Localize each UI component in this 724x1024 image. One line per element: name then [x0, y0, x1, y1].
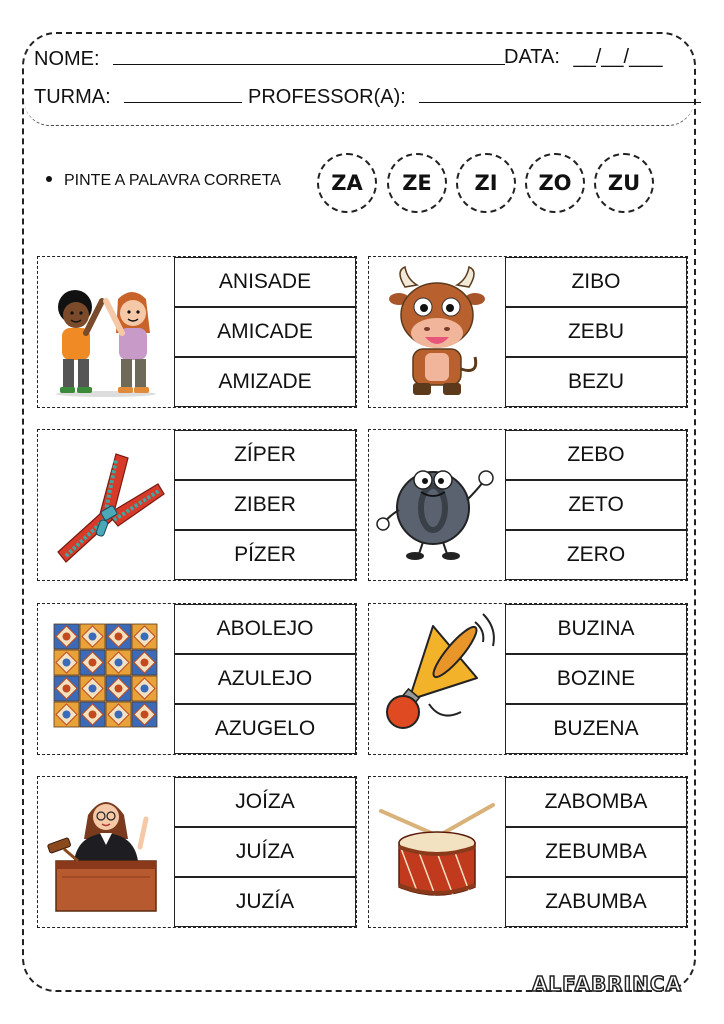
word-option[interactable]: JOÍZA	[174, 777, 356, 827]
word-card-1	[37, 256, 357, 408]
word-card-3	[37, 429, 357, 581]
word-option[interactable]: AMICADE	[174, 307, 356, 357]
drum-picture	[369, 777, 505, 927]
word-card-5	[37, 603, 357, 755]
syllable-zu: ZU	[594, 153, 654, 213]
date-label: DATA:	[504, 46, 560, 68]
brand-logo: ALFABRINCA	[531, 972, 682, 996]
word-option[interactable]: AMIZADE	[174, 357, 356, 407]
instruction-text: PINTE A PALAVRA CORRETA	[64, 172, 281, 189]
word-card-6	[368, 603, 688, 755]
tiles-picture	[38, 604, 174, 754]
word-card-8	[368, 776, 688, 928]
syllable-za: ZA	[317, 153, 377, 213]
word-card-7	[37, 776, 357, 928]
word-option[interactable]: ZIBER	[174, 480, 356, 530]
syllable-zi: ZI	[456, 153, 516, 213]
name-field[interactable]	[113, 46, 505, 65]
date-field[interactable]: __/__/___	[573, 46, 663, 68]
class-row	[34, 84, 242, 109]
word-option[interactable]: ANISADE	[174, 257, 356, 307]
word-option[interactable]: PÍZER	[174, 530, 356, 580]
word-option[interactable]: BOZINE	[505, 654, 687, 704]
syllable-ze: ZE	[387, 153, 447, 213]
bullet-icon	[46, 176, 52, 182]
name-row	[34, 46, 505, 71]
children-high-five-picture	[38, 257, 174, 407]
word-option[interactable]: AZULEJO	[174, 654, 356, 704]
word-option[interactable]: ABOLEJO	[174, 604, 356, 654]
word-option[interactable]: ZABOMBA	[505, 777, 687, 827]
word-option[interactable]: ZÍPER	[174, 430, 356, 480]
word-option[interactable]: BUZINA	[505, 604, 687, 654]
word-option[interactable]: ZEBUMBA	[505, 827, 687, 877]
word-option[interactable]: BEZU	[505, 357, 687, 407]
class-label: TURMA:	[34, 86, 111, 108]
teacher-label: PROFESSOR(A):	[248, 86, 406, 108]
syllable-zo: ZO	[525, 153, 585, 213]
zero-number-character-picture	[369, 430, 505, 580]
date-row	[504, 46, 662, 69]
word-card-2	[368, 256, 688, 408]
word-option[interactable]: ZABUMBA	[505, 877, 687, 927]
word-option[interactable]: ZETO	[505, 480, 687, 530]
word-option[interactable]: JUÍZA	[174, 827, 356, 877]
word-option[interactable]: ZEBO	[505, 430, 687, 480]
word-option[interactable]: ZERO	[505, 530, 687, 580]
word-option[interactable]: AZUGELO	[174, 704, 356, 754]
word-option[interactable]: BUZENA	[505, 704, 687, 754]
zebu-bull-picture	[369, 257, 505, 407]
teacher-field[interactable]	[419, 84, 701, 103]
zipper-picture	[38, 430, 174, 580]
judge-picture	[38, 777, 174, 927]
horn-picture	[369, 604, 505, 754]
word-option[interactable]: ZEBU	[505, 307, 687, 357]
word-option[interactable]: ZIBO	[505, 257, 687, 307]
class-field[interactable]	[124, 84, 242, 103]
instruction	[46, 172, 281, 190]
teacher-row	[248, 84, 701, 109]
word-card-4	[368, 429, 688, 581]
header-box	[24, 34, 694, 126]
word-option[interactable]: JUZÍA	[174, 877, 356, 927]
name-label: NOME:	[34, 48, 100, 70]
